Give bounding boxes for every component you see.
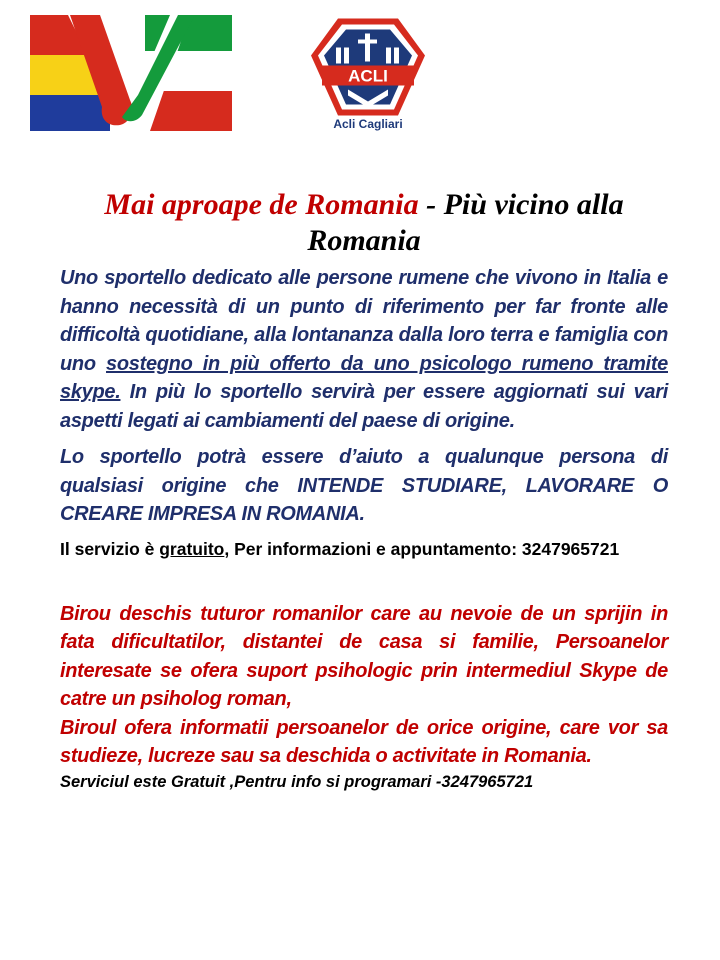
title-separator: - xyxy=(418,188,444,221)
title-italian: Più vicino alla Romania xyxy=(307,188,624,257)
italian-paragraph-1 xyxy=(60,264,668,435)
acli-emblem-text: ACLI xyxy=(348,66,388,86)
italian-p1-text: Uno sportello dedicato alle persone rumene che vivono in Italia e hanno necessità di un punto di riferimento per far fronte alle difficoltà quotidiane, alla lontananza dalla loro terra e famiglia con uno xyxy=(60,267,668,375)
italian-service-line xyxy=(60,537,668,562)
romanian-paragraph-1: Birou deschis tuturor romanilor care au nevoie de un sprijin in fata dificultatilor, distantei de casa si familie, Persoanelor interesate se ofera suport psihologic prin intermediul Skype de catre un psiholog roman, xyxy=(60,602,668,710)
service-free-underlined: gratuito xyxy=(159,538,225,559)
acli-caption: Acli Cagliari xyxy=(333,117,403,131)
italian-p1-underlined: sostegno in più offerto da uno psicologo rumeno tramite skype. xyxy=(60,352,668,403)
title-romanian: Mai aproape de Romania xyxy=(104,188,419,221)
flyer-body xyxy=(60,264,668,793)
italian-paragraph-2: Lo sportello potrà essere d’aiuto a qualunque persona di qualsiasi origine che INTENDE STUDIARE, LAVORARE O CREARE IMPRESA IN ROMANIA. xyxy=(60,446,668,525)
service-contact: , Per informazioni e appuntamento: 3247965721 xyxy=(224,538,620,559)
service-text: Il servizio è xyxy=(60,538,160,559)
page-title xyxy=(58,187,670,259)
italian-p1-text-after: In più lo sportello servirà per essere aggiornati sui vari aspetti legati ai cambiamenti del paese di origine. xyxy=(60,381,668,432)
romanian-service-line: Serviciul este Gratuit ,Pentru info si programari -3247965721 xyxy=(60,772,534,791)
romania-italy-hands-logo xyxy=(30,15,232,131)
romanian-paragraph-2: Biroul ofera informatii persoanelor de orice origine, care vor sa studieze, lucreze sau sa deschida o activitate in Romania. xyxy=(60,716,668,767)
